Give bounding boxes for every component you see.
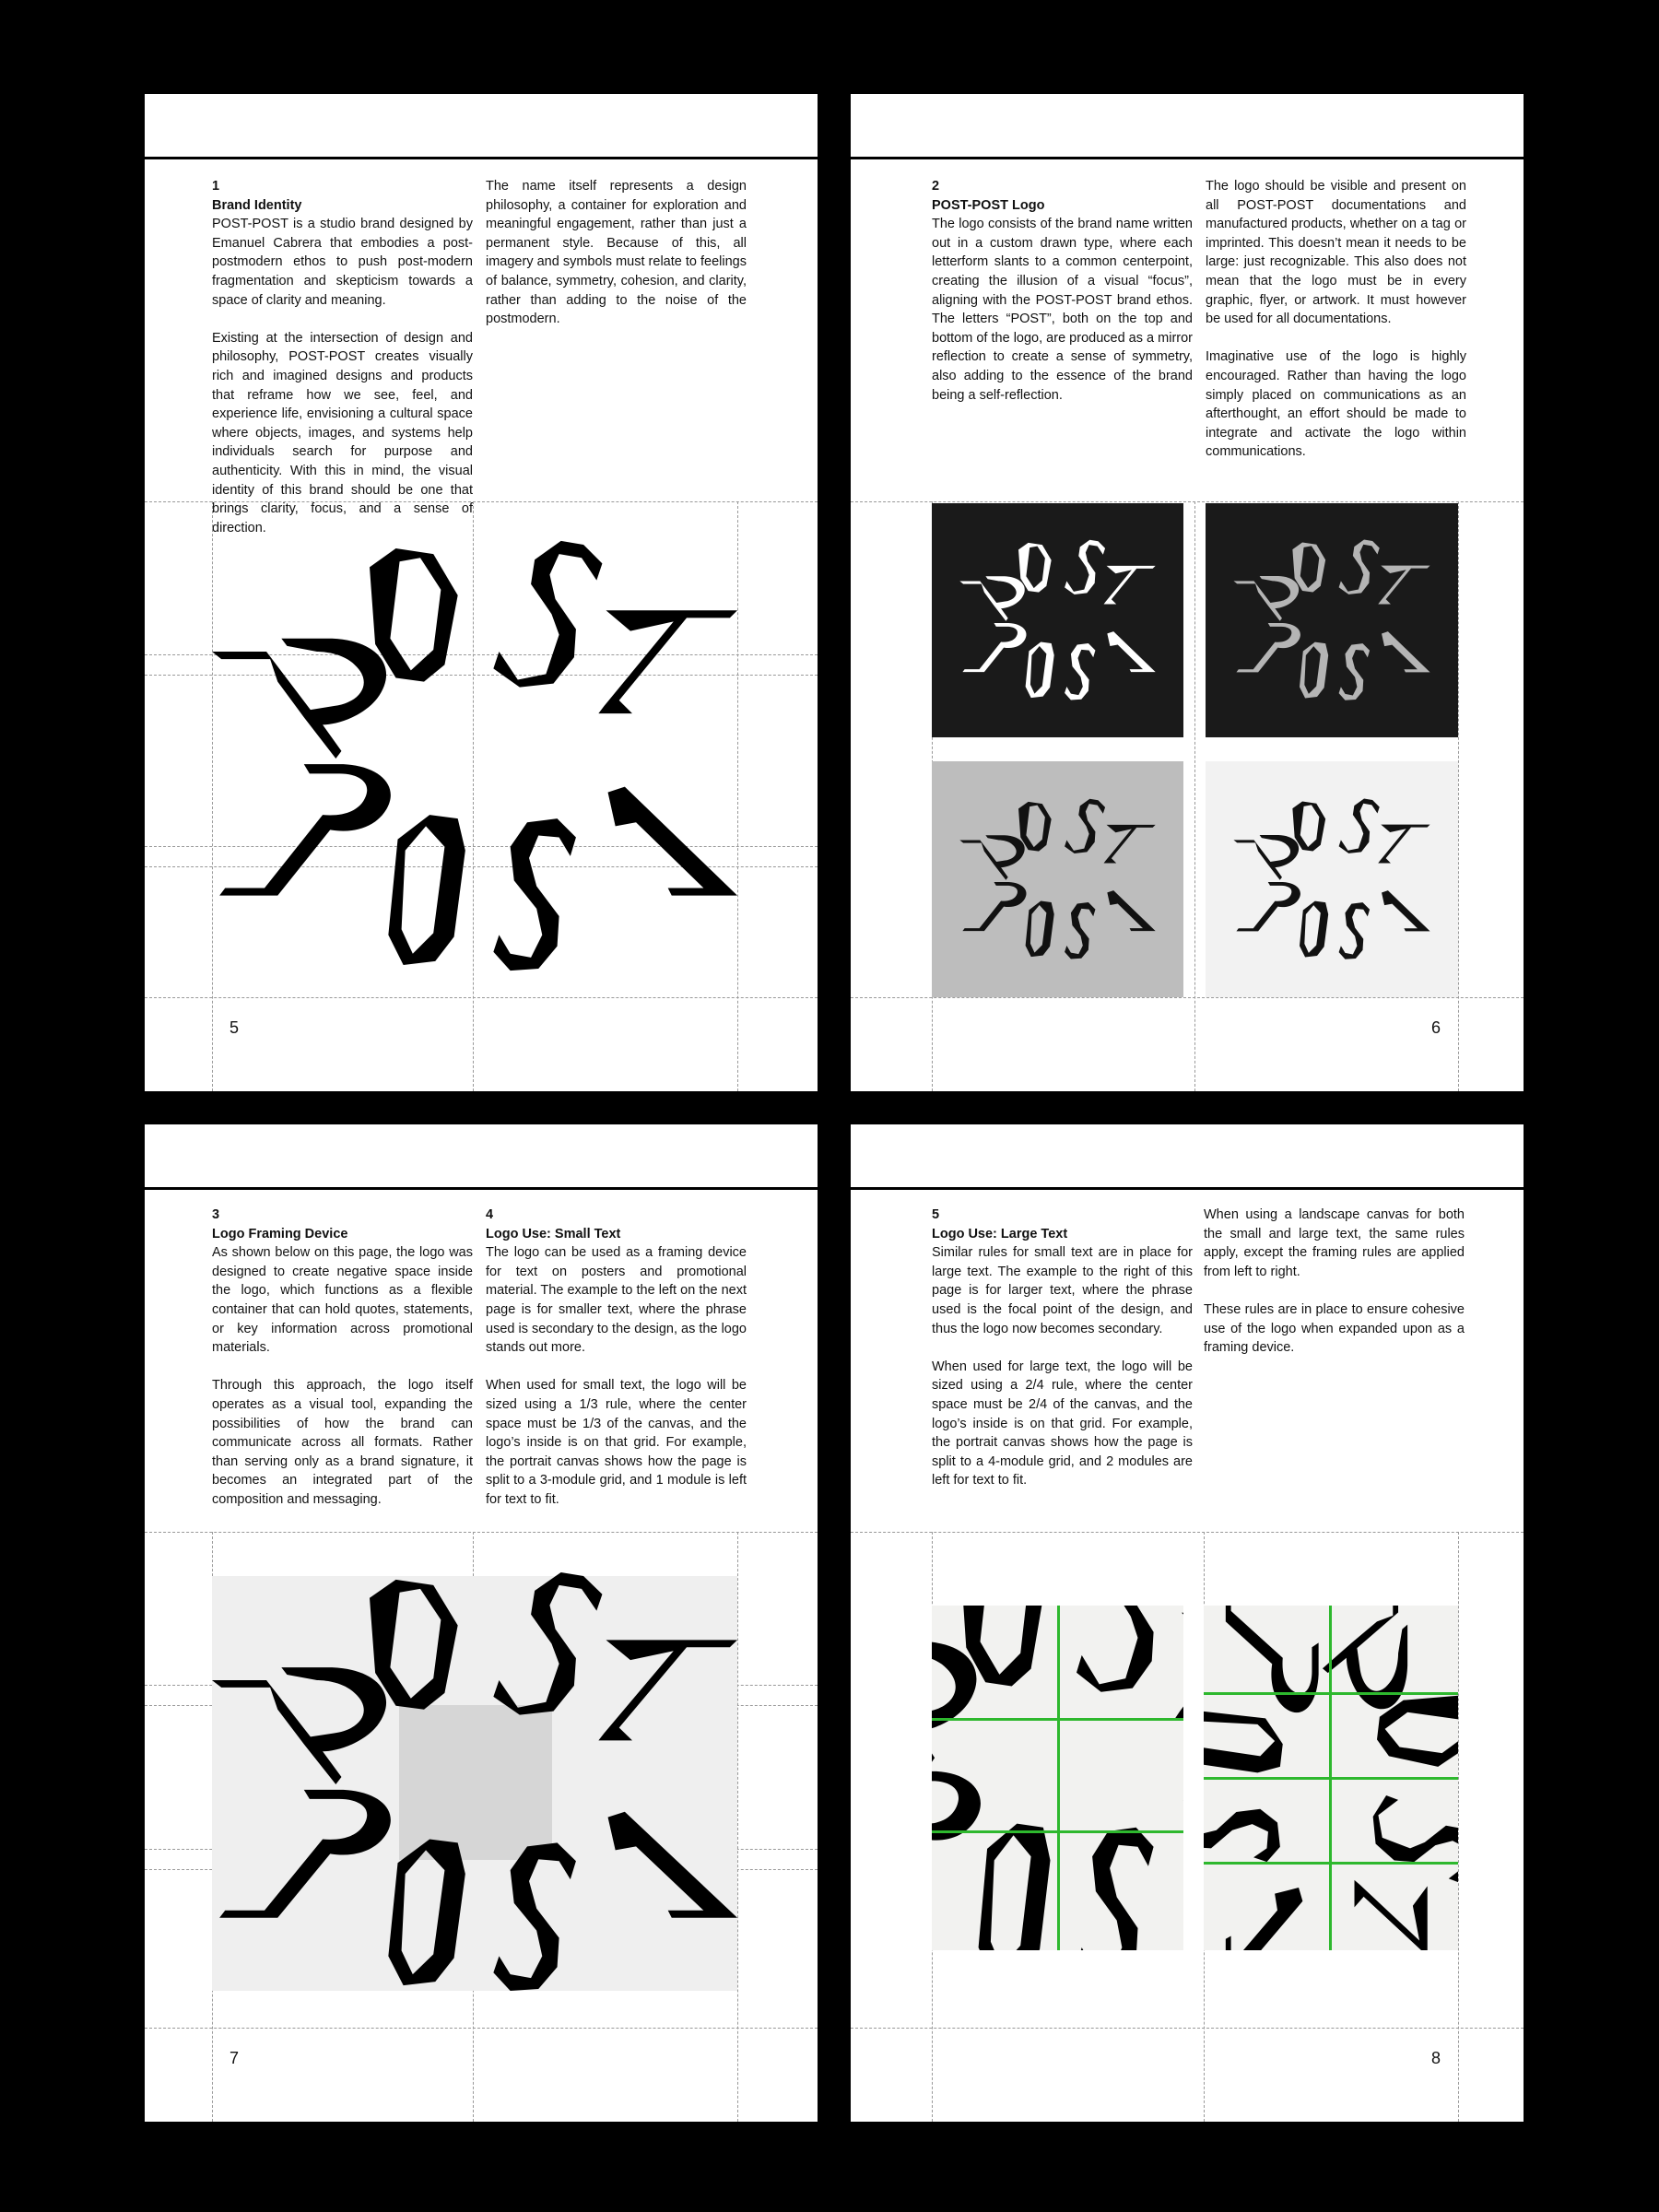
module-grid-line bbox=[1057, 1606, 1060, 1950]
page-number: 7 bbox=[229, 2049, 240, 2067]
grid-line bbox=[851, 2028, 1524, 2029]
column-left bbox=[932, 177, 1193, 424]
paragraph: As shown below on this page, the logo was designed to create negative space inside the logo, which functions as a flexible container that can hold quotes, statements, or key information across promotional materials. bbox=[212, 1245, 473, 1356]
column-right bbox=[486, 177, 747, 347]
page-8 bbox=[851, 1124, 1524, 2122]
module-grid-line bbox=[1204, 1692, 1458, 1695]
grid-line bbox=[145, 1532, 818, 1533]
section-title: Logo Framing Device bbox=[212, 1226, 348, 1241]
grid-line bbox=[1458, 501, 1459, 1091]
paragraph: The logo should be visible and present on all POST-POST documentations and manufactured products, whether on a tag or imprinted. This doesn’t mean it needs to be large: just recognizable. This also does not mean that the logo must be in every graphic, flyer, or artwork. It must however be used for all documentations. bbox=[1206, 179, 1466, 327]
section-number: 5 bbox=[932, 1207, 940, 1222]
paragraph: These rules are in place to ensure cohesive use of the logo when expanded upon as a framing device. bbox=[1204, 1301, 1465, 1356]
page-5 bbox=[145, 94, 818, 1091]
colorway-tile-black-white bbox=[932, 503, 1183, 737]
grid-line bbox=[145, 2028, 818, 2029]
grid-line bbox=[851, 501, 1524, 502]
paragraph: Similar rules for small text are in place for large text. The example to the right of this page is for larger text, where the phrase used is the focal point of the design, and thus the logo now becomes secondary. bbox=[932, 1245, 1193, 1336]
page-6 bbox=[851, 94, 1524, 1091]
column-right bbox=[486, 1206, 747, 1528]
grid-line bbox=[145, 997, 818, 998]
section-title: Logo Use: Small Text bbox=[486, 1226, 621, 1241]
grid-line bbox=[737, 1532, 738, 2122]
section-number: 3 bbox=[212, 1207, 220, 1222]
module-grid-line bbox=[1204, 1862, 1458, 1865]
colorway-tile-grey-black bbox=[932, 761, 1183, 997]
grid-line bbox=[851, 1532, 1524, 1533]
post-post-logo bbox=[212, 540, 737, 973]
page-number: 8 bbox=[1430, 2049, 1441, 2067]
grid-line bbox=[1458, 1532, 1459, 2122]
header-rule bbox=[145, 1187, 818, 1190]
column-right bbox=[1206, 177, 1466, 481]
paragraph: Imaginative use of the logo is highly encouraged. Rather than having the logo simply placed on communications as an afterthought, an effort should be made to integrate and activate the logo within communications. bbox=[1206, 349, 1466, 460]
module-grid-line bbox=[1204, 1777, 1458, 1780]
paragraph: POST-POST is a studio brand designed by Emanuel Cabrera that embodies a post-postmodern ethos to push post-modern fragmentation and skepticism towards a space of clarity and meaning. bbox=[212, 217, 473, 308]
paragraph: Existing at the intersection of design and philosophy, POST-POST creates visually rich and imagined designs and products that reframe how we see, feel, and experience life, envisioning a cultural space where objects, images, and systems help individuals search for purpose and authenticity. With this in mind, the visual identity of this brand should be one that brings clarity, focus, and a sense of direction. bbox=[212, 330, 473, 535]
section-title: Logo Use: Large Text bbox=[932, 1226, 1068, 1241]
module-grid-line bbox=[932, 1830, 1183, 1833]
post-post-logo bbox=[932, 503, 1183, 737]
grid-line bbox=[851, 997, 1524, 998]
post-post-logo bbox=[1206, 503, 1458, 737]
page-7 bbox=[145, 1124, 818, 2122]
portrait-canvas bbox=[932, 1606, 1183, 1950]
paragraph: The logo can be used as a framing device for text on posters and promotional material. The example to the left on the next page is for smaller text, where the phrase used is secondary to the design, as the logo stands out more. bbox=[486, 1245, 747, 1356]
column-left bbox=[932, 1206, 1193, 1510]
module-grid-line bbox=[932, 1718, 1183, 1721]
post-post-logo bbox=[932, 761, 1183, 997]
paragraph: When using a landscape canvas for both the small and large text, the same rules apply, except the framing rules are applied from left to right. bbox=[1204, 1207, 1465, 1279]
paragraph: When used for small text, the logo will be sized using a 1/3 rule, where the center space must be 1/3 of the canvas, and the logo’s inside is on that grid. For example, the portrait canvas shows how the page is split to a 3-module grid, and 1 module is left for text to fit. bbox=[486, 1378, 747, 1507]
post-post-logo bbox=[212, 1572, 737, 1993]
grid-line bbox=[1194, 501, 1195, 1091]
section-number: 1 bbox=[212, 179, 220, 194]
page-number: 6 bbox=[1430, 1018, 1441, 1037]
colorway-tile-black-grey bbox=[1206, 503, 1458, 737]
section-title: POST-POST Logo bbox=[932, 197, 1045, 213]
column-left bbox=[212, 1206, 473, 1528]
paragraph: Through this approach, the logo itself operates as a visual tool, expanding the possibilities of how the brand can communicate across all formats. Rather than serving only as a brand signature, it becomes an integrated part of the composition and messaging. bbox=[212, 1378, 473, 1507]
page-number: 5 bbox=[229, 1018, 240, 1037]
paragraph: The logo consists of the brand name written out in a custom drawn type, where each letterform slants to a common centerpoint, creating the illusion of a visual “focus”, aligning with the POST-POST brand ethos. The letters “POST”, both on the top and bottom of the logo, are produced as a mirror reflection to create a sense of symmetry, also adding to the essence of the brand being a self-reflection. bbox=[932, 217, 1193, 403]
post-post-logo bbox=[1206, 761, 1458, 997]
section-number: 2 bbox=[932, 179, 940, 194]
landscape-canvas bbox=[1204, 1606, 1458, 1950]
header-rule bbox=[851, 157, 1524, 159]
section-number: 4 bbox=[486, 1207, 494, 1222]
header-rule bbox=[145, 157, 818, 159]
grid-line bbox=[145, 501, 818, 502]
column-left bbox=[212, 177, 473, 557]
section-title: Brand Identity bbox=[212, 197, 302, 213]
header-rule bbox=[851, 1187, 1524, 1190]
paragraph: The name itself represents a design philosophy, a container for exploration and meaningful engagement, rather than just a permanent style. Because of this, all imagery and symbols must relate to feelings of balance, symmetry, cohesion, and clarity, rather than adding to the noise of the postmodern. bbox=[486, 179, 747, 327]
column-right bbox=[1204, 1206, 1465, 1376]
paragraph: When used for large text, the logo will be sized using a 2/4 rule, where the center space must be 2/4 of the canvas, and the logo’s inside is on that grid. For example, the portrait canvas shows how the page is split to a 4-module grid, and 2 modules are left for text to fit. bbox=[932, 1359, 1193, 1488]
colorway-tile-white-black bbox=[1206, 761, 1458, 997]
grid-line bbox=[737, 501, 738, 1091]
